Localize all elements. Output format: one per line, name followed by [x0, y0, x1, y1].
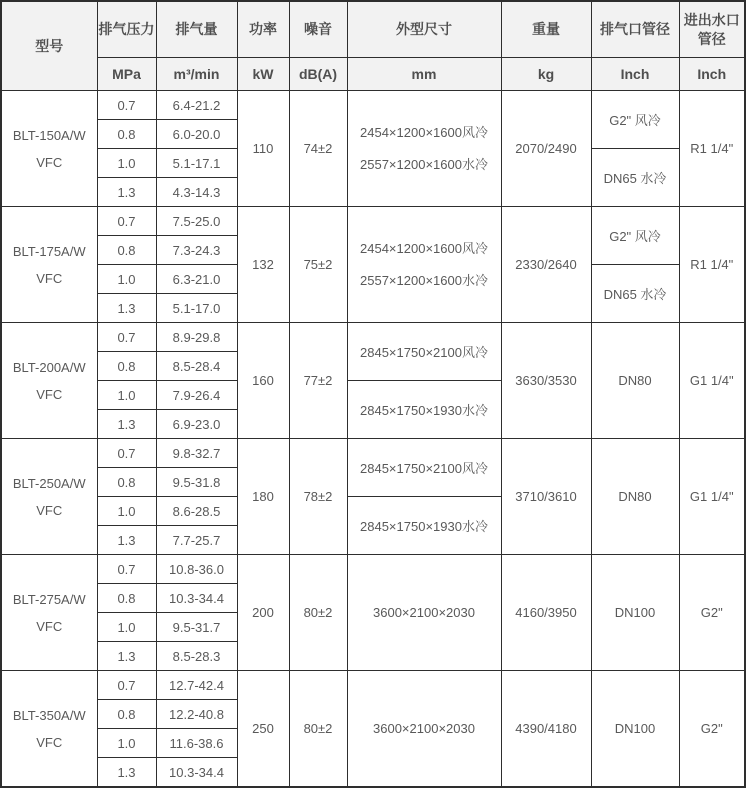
outlet-pipe-cell: DN65 水冷	[591, 149, 679, 207]
dimensions-air: 2454×1200×1600风冷	[360, 124, 488, 140]
noise-cell: 80±2	[289, 671, 347, 788]
noise-cell: 78±2	[289, 439, 347, 555]
outlet-pipe-cell: DN65 水冷	[591, 265, 679, 323]
dimensions-cell: 3600×2100×2030	[347, 671, 501, 788]
noise-cell: 75±2	[289, 207, 347, 323]
dimensions-cell-water: 2845×1750×1930水冷	[347, 497, 501, 555]
header-noise: 噪音	[289, 1, 347, 58]
header-dimensions: 外型尺寸	[347, 1, 501, 58]
dimensions-cell	[347, 207, 501, 323]
weight-cell: 4390/4180	[501, 671, 591, 788]
pressure-cell: 0.8	[97, 352, 156, 381]
pressure-cell: 1.0	[97, 265, 156, 294]
pressure-cell: 0.7	[97, 671, 156, 700]
table-row	[1, 91, 745, 120]
dimensions-cell-air: 2845×1750×2100风冷	[347, 323, 501, 381]
pressure-cell: 1.3	[97, 642, 156, 671]
outlet-pipe-cell: DN100	[591, 671, 679, 788]
dimensions-water: 2557×1200×1600水冷	[360, 272, 488, 288]
dimensions-cell	[347, 91, 501, 207]
volume-cell: 6.9-23.0	[156, 410, 237, 439]
dimensions-water: 2557×1200×1600水冷	[360, 156, 488, 172]
model-line2: VFC	[36, 618, 63, 634]
pressure-cell: 1.0	[97, 381, 156, 410]
outlet-pipe-cell: G2" 风冷	[591, 207, 679, 265]
model-cell	[1, 207, 97, 323]
volume-cell: 10.3-34.4	[156, 758, 237, 788]
weight-cell: 3710/3610	[501, 439, 591, 555]
pressure-cell: 0.7	[97, 555, 156, 584]
pressure-cell: 0.8	[97, 700, 156, 729]
volume-cell: 8.9-29.8	[156, 323, 237, 352]
water-pipe-cell: G2"	[679, 671, 745, 788]
unit-water-pipe: Inch	[679, 58, 745, 91]
model-line2: VFC	[36, 154, 63, 170]
pressure-cell: 1.0	[97, 149, 156, 178]
water-pipe-cell: R1 1/4"	[679, 207, 745, 323]
pressure-cell: 1.0	[97, 613, 156, 642]
volume-cell: 7.7-25.7	[156, 526, 237, 555]
header-power: 功率	[237, 1, 289, 58]
power-cell: 110	[237, 91, 289, 207]
volume-cell: 12.7-42.4	[156, 671, 237, 700]
model-line1: BLT-275A/W	[12, 591, 86, 607]
volume-cell: 5.1-17.0	[156, 294, 237, 323]
header-water-pipe: 进出水口管径	[679, 1, 745, 58]
pressure-cell: 1.0	[97, 497, 156, 526]
volume-cell: 6.3-21.0	[156, 265, 237, 294]
volume-cell: 4.3-14.3	[156, 178, 237, 207]
pressure-cell: 1.3	[97, 178, 156, 207]
unit-weight: kg	[501, 58, 591, 91]
power-cell: 160	[237, 323, 289, 439]
outlet-pipe-cell: DN100	[591, 555, 679, 671]
header-weight: 重量	[501, 1, 591, 58]
pressure-cell: 1.0	[97, 729, 156, 758]
pressure-cell: 0.8	[97, 584, 156, 613]
volume-cell: 10.3-34.4	[156, 584, 237, 613]
volume-cell: 8.5-28.3	[156, 642, 237, 671]
header-row-labels	[1, 1, 745, 58]
header-outlet-pipe: 排气口管径	[591, 1, 679, 58]
volume-cell: 10.8-36.0	[156, 555, 237, 584]
volume-cell: 9.5-31.7	[156, 613, 237, 642]
table-row	[1, 671, 745, 700]
noise-cell: 74±2	[289, 91, 347, 207]
weight-cell: 2070/2490	[501, 91, 591, 207]
power-cell: 180	[237, 439, 289, 555]
table-row	[1, 439, 745, 468]
noise-cell: 80±2	[289, 555, 347, 671]
volume-cell: 9.8-32.7	[156, 439, 237, 468]
volume-cell: 5.1-17.1	[156, 149, 237, 178]
model-line1: BLT-175A/W	[12, 243, 86, 259]
header-pressure: 排气压力	[97, 1, 156, 58]
volume-cell: 9.5-31.8	[156, 468, 237, 497]
pressure-cell: 0.7	[97, 91, 156, 120]
unit-power: kW	[237, 58, 289, 91]
table-row	[1, 207, 745, 236]
model-cell	[1, 439, 97, 555]
water-pipe-cell: G1 1/4"	[679, 439, 745, 555]
water-pipe-cell: G2"	[679, 555, 745, 671]
pressure-cell: 0.8	[97, 236, 156, 265]
model-line1: BLT-200A/W	[12, 359, 86, 375]
model-line2: VFC	[36, 502, 63, 518]
weight-cell: 3630/3530	[501, 323, 591, 439]
pressure-cell: 0.7	[97, 207, 156, 236]
pressure-cell: 0.7	[97, 439, 156, 468]
dimensions-cell-air: 2845×1750×2100风冷	[347, 439, 501, 497]
outlet-pipe-cell: DN80	[591, 323, 679, 439]
dimensions-air: 2454×1200×1600风冷	[360, 240, 488, 256]
unit-outlet-pipe: Inch	[591, 58, 679, 91]
noise-cell: 77±2	[289, 323, 347, 439]
model-line1: BLT-250A/W	[12, 475, 86, 491]
volume-cell: 7.5-25.0	[156, 207, 237, 236]
outlet-pipe-cell: DN80	[591, 439, 679, 555]
pressure-cell: 1.3	[97, 294, 156, 323]
pressure-cell: 1.3	[97, 526, 156, 555]
outlet-pipe-cell: G2" 风冷	[591, 91, 679, 149]
model-line2: VFC	[36, 734, 63, 750]
power-cell: 200	[237, 555, 289, 671]
weight-cell: 2330/2640	[501, 207, 591, 323]
power-cell: 250	[237, 671, 289, 788]
volume-cell: 7.9-26.4	[156, 381, 237, 410]
model-cell	[1, 91, 97, 207]
pressure-cell: 0.8	[97, 120, 156, 149]
header-model: 型号	[1, 1, 97, 91]
model-line1: BLT-150A/W	[12, 127, 86, 143]
header-volume: 排气量	[156, 1, 237, 58]
pressure-cell: 1.3	[97, 758, 156, 788]
dimensions-stack	[348, 117, 501, 181]
dimensions-cell: 3600×2100×2030	[347, 555, 501, 671]
dimensions-stack	[348, 233, 501, 297]
pressure-cell: 0.7	[97, 323, 156, 352]
volume-cell: 8.6-28.5	[156, 497, 237, 526]
pressure-cell: 0.8	[97, 468, 156, 497]
volume-cell: 11.6-38.6	[156, 729, 237, 758]
model-cell	[1, 323, 97, 439]
water-pipe-cell: G1 1/4"	[679, 323, 745, 439]
unit-noise: dB(A)	[289, 58, 347, 91]
power-cell: 132	[237, 207, 289, 323]
volume-cell: 12.2-40.8	[156, 700, 237, 729]
model-line2: VFC	[36, 270, 63, 286]
unit-dimensions: mm	[347, 58, 501, 91]
table-row	[1, 323, 745, 352]
water-pipe-cell: R1 1/4"	[679, 91, 745, 207]
model-line2: VFC	[36, 386, 63, 402]
unit-volume: m³/min	[156, 58, 237, 91]
model-cell	[1, 555, 97, 671]
model-line1: BLT-350A/W	[12, 707, 86, 723]
volume-cell: 7.3-24.3	[156, 236, 237, 265]
pressure-cell: 1.3	[97, 410, 156, 439]
dimensions-cell-water: 2845×1750×1930水冷	[347, 381, 501, 439]
weight-cell: 4160/3950	[501, 555, 591, 671]
table-row	[1, 555, 745, 584]
unit-pressure: MPa	[97, 58, 156, 91]
model-cell	[1, 671, 97, 788]
header-row-units	[1, 58, 745, 91]
volume-cell: 8.5-28.4	[156, 352, 237, 381]
volume-cell: 6.0-20.0	[156, 120, 237, 149]
volume-cell: 6.4-21.2	[156, 91, 237, 120]
